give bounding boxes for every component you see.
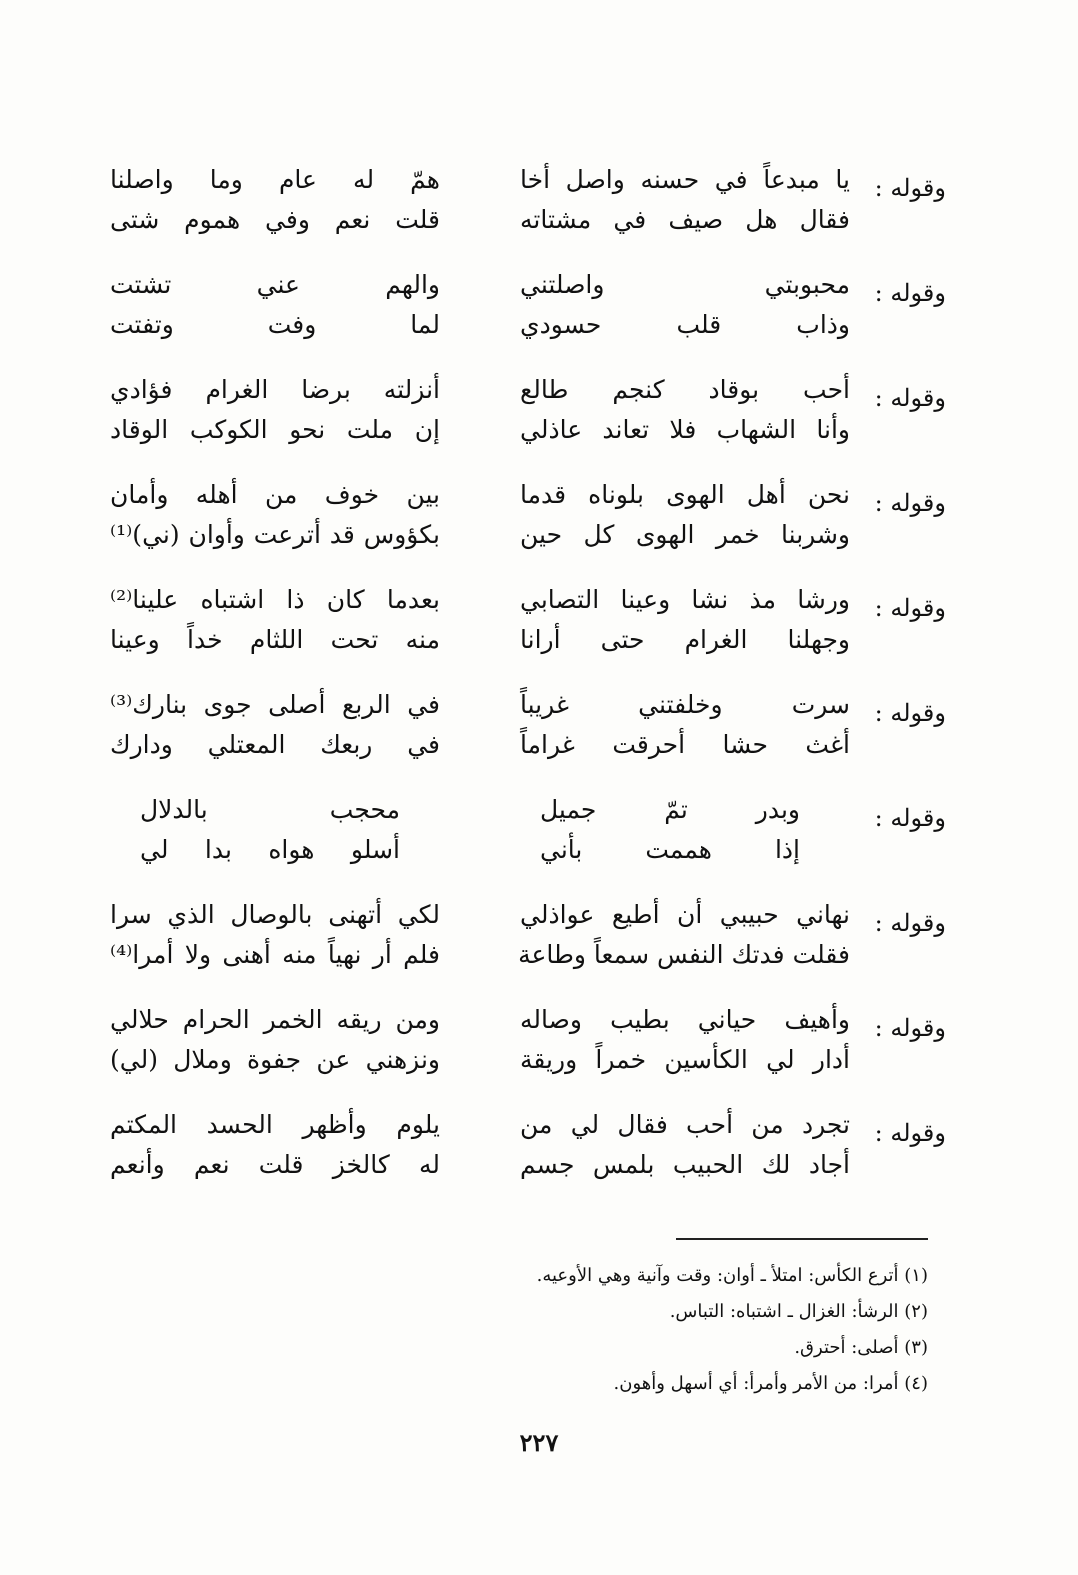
intro-label: وقوله : <box>874 909 946 937</box>
intro-label: وقوله : <box>874 1014 946 1042</box>
verse-line: وجهلنا الغرام حتى أرانا <box>520 625 850 654</box>
verse-line: همّ له عام وما واصلنا <box>110 165 440 194</box>
footnote: (٤) أمرا: من الأمر وأمرأ: أي أسهل وأهون. <box>613 1373 928 1394</box>
verse-line: نهاني حبيبي أن أطيع عواذلي <box>520 900 850 929</box>
footnote: (٢) الرشأ: الغزال ـ اشتباه: التباس. <box>669 1301 928 1322</box>
verse-line: بين خوف من أهله وأمان <box>110 480 440 509</box>
verse-line: سرت وخلفتني غريباً <box>520 690 850 719</box>
footnote-divider <box>676 1238 928 1240</box>
first-hemistich-pair <box>520 1105 850 1185</box>
verse-line: لما وفت وتفتت <box>110 310 440 339</box>
first-hemistich-pair <box>520 685 850 765</box>
verse-line: فقلت فدتك النفس سمعاً وطاعة <box>518 940 850 969</box>
poem-entry <box>96 160 946 265</box>
verse-line: تجرد من أحب فقال لي من <box>520 1110 850 1139</box>
verse-line: ونزهني عن جفوة وملال (لي) <box>110 1045 440 1074</box>
first-hemistich-pair <box>520 265 850 345</box>
verse-line: فقال هل صيف في مشتاته <box>520 205 850 234</box>
first-hemistich-pair <box>540 790 800 870</box>
poem-entry <box>96 685 946 790</box>
verse-line: إن ملت نحو الكوكب الوقاد <box>110 415 440 444</box>
verse-line: يا مبدعاً في حسنه واصل أخا <box>520 165 850 194</box>
intro-label: وقوله : <box>874 489 946 517</box>
first-hemistich-pair <box>520 580 850 660</box>
poem-entry <box>96 475 946 580</box>
poem-entry <box>96 1105 946 1210</box>
intro-label: وقوله : <box>874 384 946 412</box>
verse-line: ومن ريقه الخمر الحرام حلالي <box>110 1005 440 1034</box>
intro-label: وقوله : <box>874 804 946 832</box>
verse-line: أسلو هواه بدا لي <box>140 835 400 864</box>
first-hemistich-pair <box>520 160 850 240</box>
footnote: (٣) أصلى: أحترق. <box>794 1337 928 1358</box>
first-hemistich-pair <box>520 370 850 450</box>
first-hemistich-pair <box>520 895 850 975</box>
verse-line: إذا هممت بأني <box>540 835 800 864</box>
verse-line: لكي أتهنى بالوصال الذي سرا <box>110 900 440 929</box>
verse-line: بعدما كان ذا اشتباه علينا⁽²⁾ <box>110 585 440 614</box>
verse-line: أغث حشا أحرقت غراماً <box>520 730 850 759</box>
verse-line: في الربع أصلى جوى بنارك⁽³⁾ <box>110 690 440 719</box>
second-hemistich-pair <box>110 895 440 975</box>
second-hemistich-pair <box>110 1000 440 1080</box>
second-hemistich-pair <box>110 370 440 450</box>
second-hemistich-pair <box>110 580 440 660</box>
verse-line: قلت نعم وفي هموم شتى <box>110 205 440 234</box>
poem-entry <box>96 790 946 895</box>
intro-label: وقوله : <box>874 174 946 202</box>
second-hemistich-pair <box>110 1105 440 1185</box>
intro-label: وقوله : <box>874 1119 946 1147</box>
page-number: ٢٢٧ <box>519 1428 559 1457</box>
verse-line: في ربعك المعتلي ودارك <box>110 730 440 759</box>
poem-entry <box>96 370 946 475</box>
verse-line: أحب بوقاد كنجم طالع <box>520 375 850 404</box>
footnote: (١) أترع الكأس: امتلأ ـ أوان: وقت وآنية وهي الأوعيه. <box>536 1265 928 1286</box>
second-hemistich-pair <box>140 790 400 870</box>
verse-line: فلم أر نهياً منه أهنى ولا أمرا⁽⁴⁾ <box>110 940 440 969</box>
intro-label: وقوله : <box>874 594 946 622</box>
verse-line: وأهيف حياني بطيب وصاله <box>520 1005 850 1034</box>
verse-line: أجاد لك الحبيب بلمس جسم <box>520 1150 850 1179</box>
verse-line: يلوم وأظهر الحسد المكتم <box>110 1110 440 1139</box>
verse-line: بكؤوس قد أترعت وأوان (ني)⁽¹⁾ <box>110 520 440 549</box>
verse-line: ورشا مذ نشا وعينا التصابي <box>520 585 850 614</box>
verse-line: وبدر تمّ جميل <box>540 795 800 824</box>
poem-entry <box>96 1000 946 1105</box>
first-hemistich-pair <box>520 1000 850 1080</box>
poem-section <box>96 160 946 1210</box>
second-hemistich-pair <box>110 475 440 555</box>
intro-label: وقوله : <box>874 279 946 307</box>
verse-line: له كالخز قلت نعم وأنعم <box>110 1150 440 1179</box>
footnotes <box>537 1258 928 1402</box>
verse-line: محجب بالدلال <box>140 795 400 824</box>
verse-line: وشربنا خمر الهوى كل حين <box>520 520 850 549</box>
second-hemistich-pair <box>110 685 440 765</box>
poem-entry <box>96 895 946 1000</box>
verse-line: وأنا الشهاب فلا تعاند عاذلي <box>520 415 850 444</box>
verse-line: أدار لي الكأسين خمراً وريقة <box>520 1045 850 1074</box>
intro-label: وقوله : <box>874 699 946 727</box>
verse-line: محبوبتي واصلتني <box>520 270 850 299</box>
verse-line: أنزلته برضا الغرام فؤادي <box>110 375 440 404</box>
second-hemistich-pair <box>110 160 440 240</box>
second-hemistich-pair <box>110 265 440 345</box>
first-hemistich-pair <box>520 475 850 555</box>
poem-entry <box>96 580 946 685</box>
verse-line: نحن أهل الهوى بلوناه قدما <box>520 480 850 509</box>
verse-line: والهم عني تشتت <box>110 270 440 299</box>
poem-entry <box>96 265 946 370</box>
verse-line: وذاب قلب حسودي <box>520 310 850 339</box>
verse-line: منه تحت اللثام خداً وعينا <box>110 625 440 654</box>
